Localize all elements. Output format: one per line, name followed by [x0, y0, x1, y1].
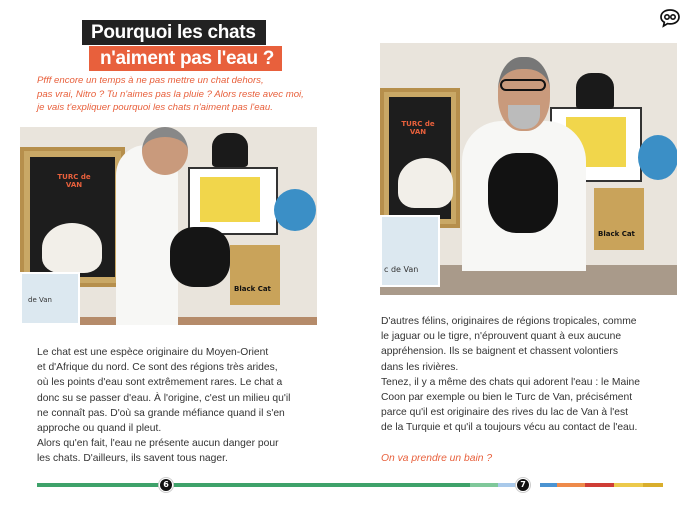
body-line: dans les rivières. — [381, 361, 459, 373]
page-number-right: 7 — [516, 478, 530, 492]
intro-line: pas vrai, Nitro ? Tu n'aimes pas la pluie ? Alors reste avec moi, — [37, 88, 304, 100]
map-text: de Van — [28, 296, 52, 304]
body-line: le jaguar ou le tigre, n'éprouvent quant à eux aucune — [381, 331, 622, 343]
body-line: les chats. D'ailleurs, ils savent tous nager. — [37, 453, 228, 465]
right-body-text — [381, 314, 686, 466]
body-line: D'autres félins, originaires de régions tropicales, comme — [381, 316, 637, 327]
speech-bubble-glasses-icon — [659, 8, 681, 28]
poster-frame — [380, 88, 460, 228]
body-line: où les points d'eau sont extrêmement rares. Le chat a — [37, 377, 283, 389]
nitro-cat — [170, 227, 230, 287]
left-body-text — [37, 345, 337, 467]
nitro-cat — [488, 153, 558, 233]
map-frame — [380, 215, 440, 287]
map-text: c de Van — [384, 265, 419, 274]
box-text: Black Cat — [234, 285, 271, 293]
body-line: donc su se passer d'eau. À l'origine, c'est un milieu qu'il — [37, 392, 291, 404]
globe — [274, 189, 316, 231]
poster-text: TURC de VAN — [57, 173, 91, 189]
left-photo — [20, 127, 317, 325]
black-cat-figure — [576, 73, 614, 109]
black-cat-box — [594, 188, 644, 250]
white-cat — [398, 158, 453, 208]
intro-line: Pfff encore un temps à ne pas mettre un chat dehors, — [37, 75, 264, 86]
body-line: de la Turquie et qu'il a toujours vécu au contact de l'eau. — [381, 422, 638, 434]
black-cat-box — [230, 245, 280, 305]
body-line: ne connaît pas. D'où sa grande méfiance quand il s'en — [37, 407, 285, 419]
body-line: Tenez, il y a même des chats qui adorent l'eau : le Maine — [381, 376, 640, 388]
closing-question: On va prendre un bain ? — [381, 452, 493, 464]
body-line: parce qu'il est originaire des rives du lac de Van à l'est — [381, 407, 628, 419]
body-line: appréhension. Ils se baignent et chassent volontiers — [381, 346, 618, 358]
body-line: Coon par exemple ou bien le Turc de Van, précisément — [381, 392, 633, 404]
right-photo — [380, 43, 677, 295]
map-poster — [188, 167, 278, 235]
intro-line: je vais t'expliquer pourquoi les chats n'aiment pas l'eau. — [37, 102, 273, 113]
box-text: Black Cat — [598, 230, 635, 238]
poster-text: TURC de VAN — [401, 120, 435, 136]
title-line-2: n'aiment pas l'eau ? — [89, 46, 282, 71]
black-cat-figure — [212, 133, 248, 167]
white-cat — [42, 223, 102, 273]
poster-frame — [20, 147, 125, 287]
body-line: Le chat est une espèce originaire du Moyen-Orient — [37, 347, 269, 358]
body-line: approche ou quand il pleut. — [37, 423, 162, 435]
intro-text — [37, 74, 372, 115]
globe — [638, 135, 677, 180]
page-number-left: 6 — [159, 478, 173, 492]
glasses — [500, 79, 546, 91]
body-line: et d'Afrique du nord. Ce sont des régions très arides, — [37, 362, 278, 374]
man-head — [142, 127, 188, 175]
title-line-1: Pourquoi les chats — [82, 20, 266, 45]
body-line: Alors qu'en fait, l'eau ne présente aucun danger pour — [37, 438, 279, 450]
beard — [508, 105, 540, 129]
map-frame — [20, 272, 80, 325]
